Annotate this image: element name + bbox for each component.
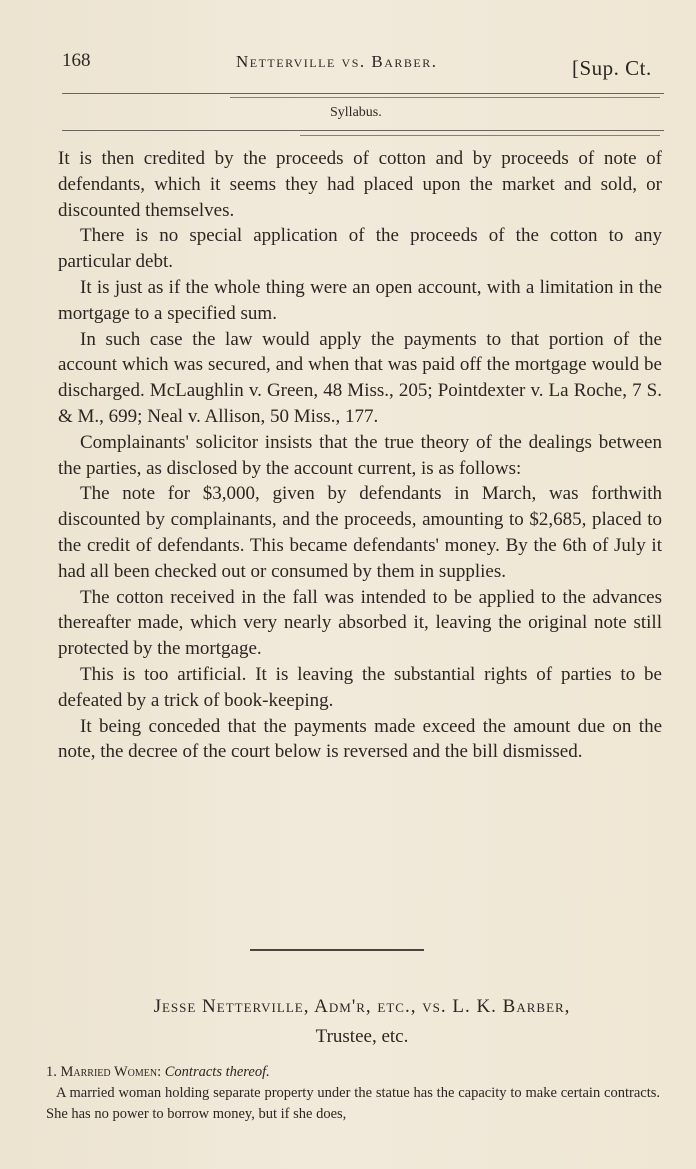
paragraph: The note for $3,000, given by defendants in March, was forthwith discounted by complainants, and the proceeds, amounting to $2,685, placed to the credit of defendants. This became defendants' money. By the 6th of July it had all been checked out or consumed by them in supplies. [58, 483, 662, 582]
paragraph: It being conceded that the payments made exceed the amount due on the note, the decree of the court below is reversed and the bill dismissed. [58, 715, 662, 763]
header-rule [62, 93, 664, 94]
headnote-text: A married woman holding separate property under the statue has the capacity to make certain contracts. She has no power to borrow money, but if she does, [46, 1085, 660, 1122]
court-label: [Sup. Ct. [572, 56, 652, 80]
next-case-caption [60, 992, 664, 1052]
paragraph: The cotton received in the fall was intended to be applied to the advances thereafter made, which very nearly absorbed it, leaving the original note still protected by the mortgage. [58, 586, 662, 660]
next-case-trustee: Trustee, etc. [315, 1026, 409, 1047]
paragraph: In such case the law would apply the payments to that portion of the account which was secured, and when that was paid off the mortgage would be discharged. McLaughlin v. Green, 48 Miss., 205; Pointdexter v. La Roche, 7 S. & M., 699; Neal v. Allison, 50 Miss., 177. [58, 328, 662, 427]
headnote [46, 1062, 660, 1125]
next-case-parties: Jesse Netterville, Adm'r, etc., vs. L. K. Barber, [153, 996, 571, 1017]
header-rule-thin [230, 97, 660, 98]
headnote-topic: Contracts thereof. [164, 1064, 270, 1080]
page-number: 168 [62, 50, 91, 71]
opinion-text [58, 146, 662, 765]
syllabus-rule [62, 130, 664, 131]
case-title: Netterville vs. Barber. [236, 52, 438, 71]
syllabus-rule-thin [300, 135, 660, 136]
paragraph: This is too artificial. It is leaving the substantial rights of parties to be defeated by a trick of book-keeping. [58, 663, 662, 711]
headnote-heading [46, 1062, 660, 1083]
paragraph: It is just as if the whole thing were an open account, with a limitation in the mortgage to a specified sum. [58, 276, 662, 324]
syllabus-label: Syllabus. [330, 105, 382, 120]
running-head [60, 46, 672, 82]
paragraph: There is no special application of the proceeds of the cotton to any particular debt. [58, 225, 662, 273]
headnote-label: Married Women: [60, 1064, 162, 1080]
paragraph: It is then credited by the proceeds of cotton and by proceeds of note of defendants, which it seems they had placed upon the market and sold, or discounted themselves. [58, 148, 662, 221]
paragraph: Complainants' solicitor insists that the true theory of the dealings between the parties, as disclosed by the account current, is as follows: [58, 431, 662, 479]
headnote-number: 1. [46, 1064, 57, 1080]
section-divider [250, 949, 424, 951]
